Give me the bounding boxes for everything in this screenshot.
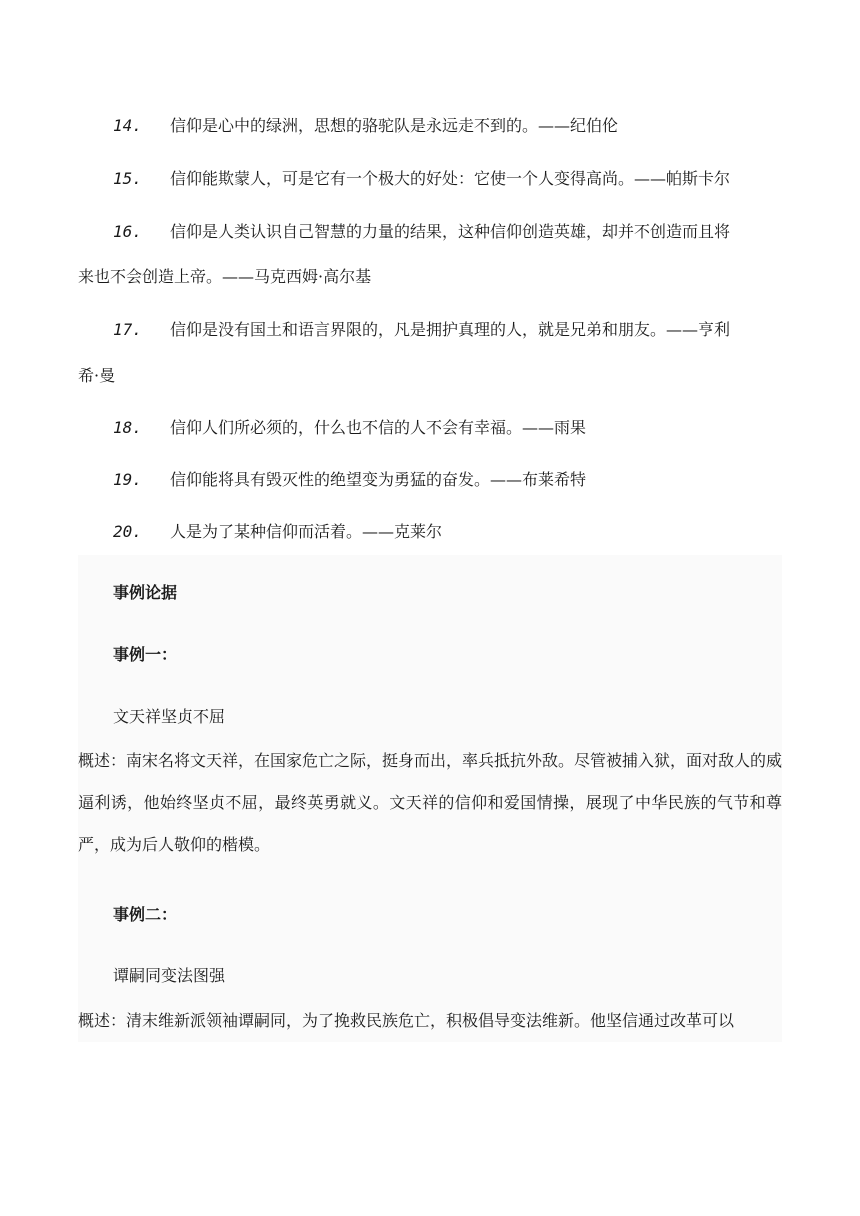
quote-number: 19. <box>113 470 142 489</box>
case-1-title: 文天祥坚贞不屈 <box>113 707 226 726</box>
quote-text: 信仰是没有国土和语言界限的，凡是拥护真理的人，就是兄弟和朋友。——亨利 <box>170 320 731 339</box>
quote-17-continuation: 希·曼 <box>78 366 116 385</box>
case-1-label: 事例一： <box>113 645 178 664</box>
quote-text: 信仰能将具有毁灭性的绝望变为勇猛的奋发。——布莱希特 <box>170 470 587 489</box>
quote-text: 人是为了某种信仰而活着。——克莱尔 <box>170 522 443 541</box>
quote-text: 信仰是心中的绿洲，思想的骆驼队是永远走不到的。——纪伯伦 <box>170 116 619 135</box>
quote-16 <box>78 220 782 244</box>
quote-number: 20. <box>113 522 142 541</box>
quote-number: 15. <box>113 169 142 188</box>
quote-14 <box>78 114 782 138</box>
quote-20 <box>78 520 782 544</box>
quote-number: 18. <box>113 418 142 437</box>
section-title: 事例论据 <box>113 583 178 602</box>
case-2-title: 谭嗣同变法图强 <box>113 966 226 985</box>
case-2-summary: 概述：清末维新派领袖谭嗣同，为了挽救民族危亡，积极倡导变法维新。他坚信通过改革可以 <box>78 1011 735 1030</box>
case-1-summary: 概述：南宋名将文天祥，在国家危亡之际，挺身而出，率兵抵抗外敌。尽管被捕入狱，面对敌人的威逼利诱，他始终坚贞不屈，最终英勇就义。文天祥的信仰和爱国情操，展现了中华民族的气节和尊严，成为后人敬仰的楷模。 <box>78 751 783 854</box>
quote-18 <box>78 416 782 440</box>
quote-number: 16. <box>113 222 142 241</box>
quote-19 <box>78 468 782 492</box>
quote-text: 信仰能欺蒙人，可是它有一个极大的好处：它使一个人变得高尚。——帕斯卡尔 <box>170 169 731 188</box>
quote-16-continuation: 来也不会创造上帝。——马克西姆·高尔基 <box>78 267 372 286</box>
case-2-label: 事例二： <box>113 905 178 924</box>
quote-17 <box>78 318 782 342</box>
quote-number: 14. <box>113 116 142 135</box>
quote-text: 信仰人们所必须的，什么也不信的人不会有幸福。——雨果 <box>170 418 587 437</box>
quote-number: 17. <box>113 320 142 339</box>
quote-text: 信仰是人类认识自己智慧的力量的结果，这种信仰创造英雄，却并不创造而且将 <box>170 222 731 241</box>
quote-15 <box>78 167 782 191</box>
